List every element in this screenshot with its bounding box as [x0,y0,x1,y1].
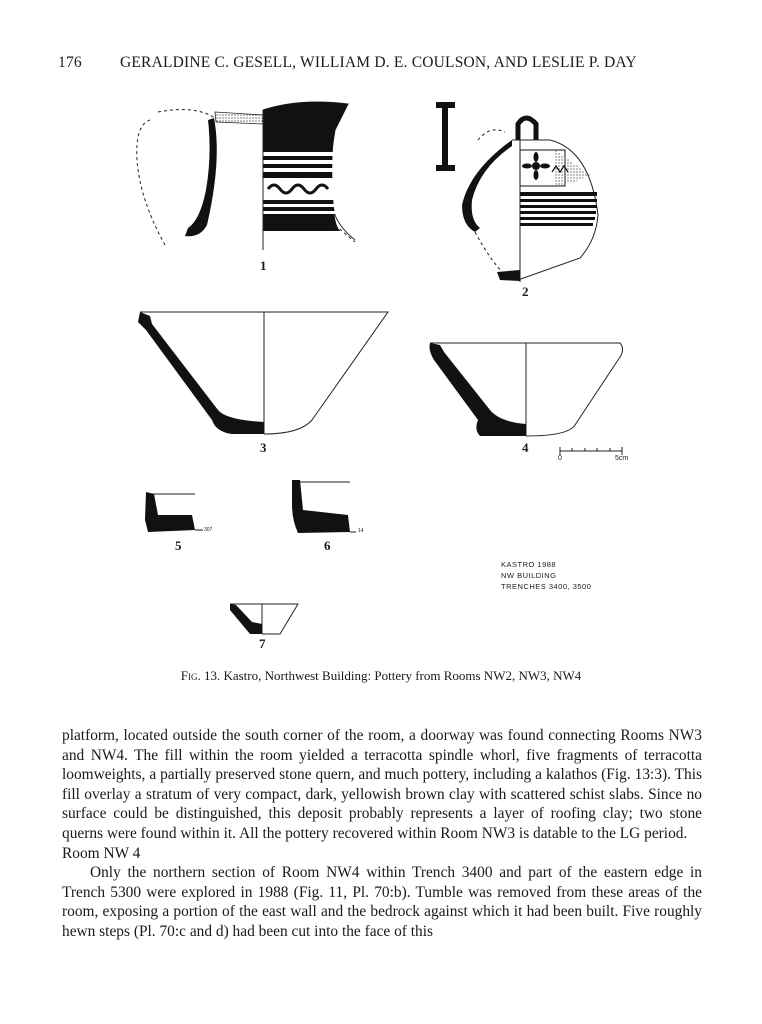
vessel-3-kalathos [138,312,388,434]
figure-number-2: 2 [522,284,529,299]
site-label [501,559,591,592]
site-label-line-2: NW BUILDING [501,571,557,580]
vessel-6-fragment [292,480,356,533]
scale-bar [560,447,622,455]
figure-number-7: 7 [259,636,266,651]
scale-zero-label: 0 [558,455,562,462]
scale-end-label: 5cm [615,455,629,462]
vessel-1-jug [137,102,355,250]
mark-14: 14 [358,528,364,534]
author-names: GERALDINE C. GESELL, WILLIAM D. E. COULSON, AND LESLIE P. DAY [120,54,637,71]
mark-307: 307 [204,527,213,533]
figure-number-4: 4 [522,440,529,455]
vessel-2-jug [436,102,598,282]
site-label-line-1: KASTRO 1988 [501,560,557,569]
section-heading: Room NW 4 [62,844,141,862]
vessel-5-fragment [145,492,203,532]
figure-number-3: 3 [260,440,267,455]
figure-number-5: 5 [175,538,182,553]
vessel-4-bowl [430,343,623,436]
figure-number-1: 1 [260,258,267,273]
site-label-line-3: TRENCHES 3400, 3500 [501,582,592,591]
vessel-7-small-bowl [230,604,298,634]
page-number: 176 [58,54,82,71]
paragraph-2: Only the northern section of Room NW4 within Trench 3400 and part of the eastern edge in Trench 5300 were explored in 1988 (Fig. 11, Pl. 70:b). Tumble was removed from these areas of the room, exposing a portion of the east wall and the bedrock against which it had been built. Five roughly hewn steps (Pl. 70:c and d) had been cut into the face of this [62,864,702,940]
caption-text: Kastro, Northwest Building: Pottery from Rooms NW2, NW3, NW4 [223,668,582,683]
figure-caption [0,668,762,684]
paragraph-1: platform, located outside the south corner of the room, a doorway was found connecting Rooms NW3 and NW4. The fill within the room yielded a terracotta spindle whorl, five fragments of terracotta loomweights, a partially preserved stone quern, and much pottery, including a kalathos (Fig. 13:3). This fill overlay a stratum of very compact, dark, yellowish brown clay with scattered schist slabs. Since no surface could be distinguished, this deposit probably represents a layer of roofing clay; two stone querns were found within it. All the pottery recovered within Room NW3 is datable to the LG period. [62,727,702,842]
caption-label: Fig. 13. [180,668,221,683]
figure-number-6: 6 [324,538,331,553]
body-text [62,726,702,942]
